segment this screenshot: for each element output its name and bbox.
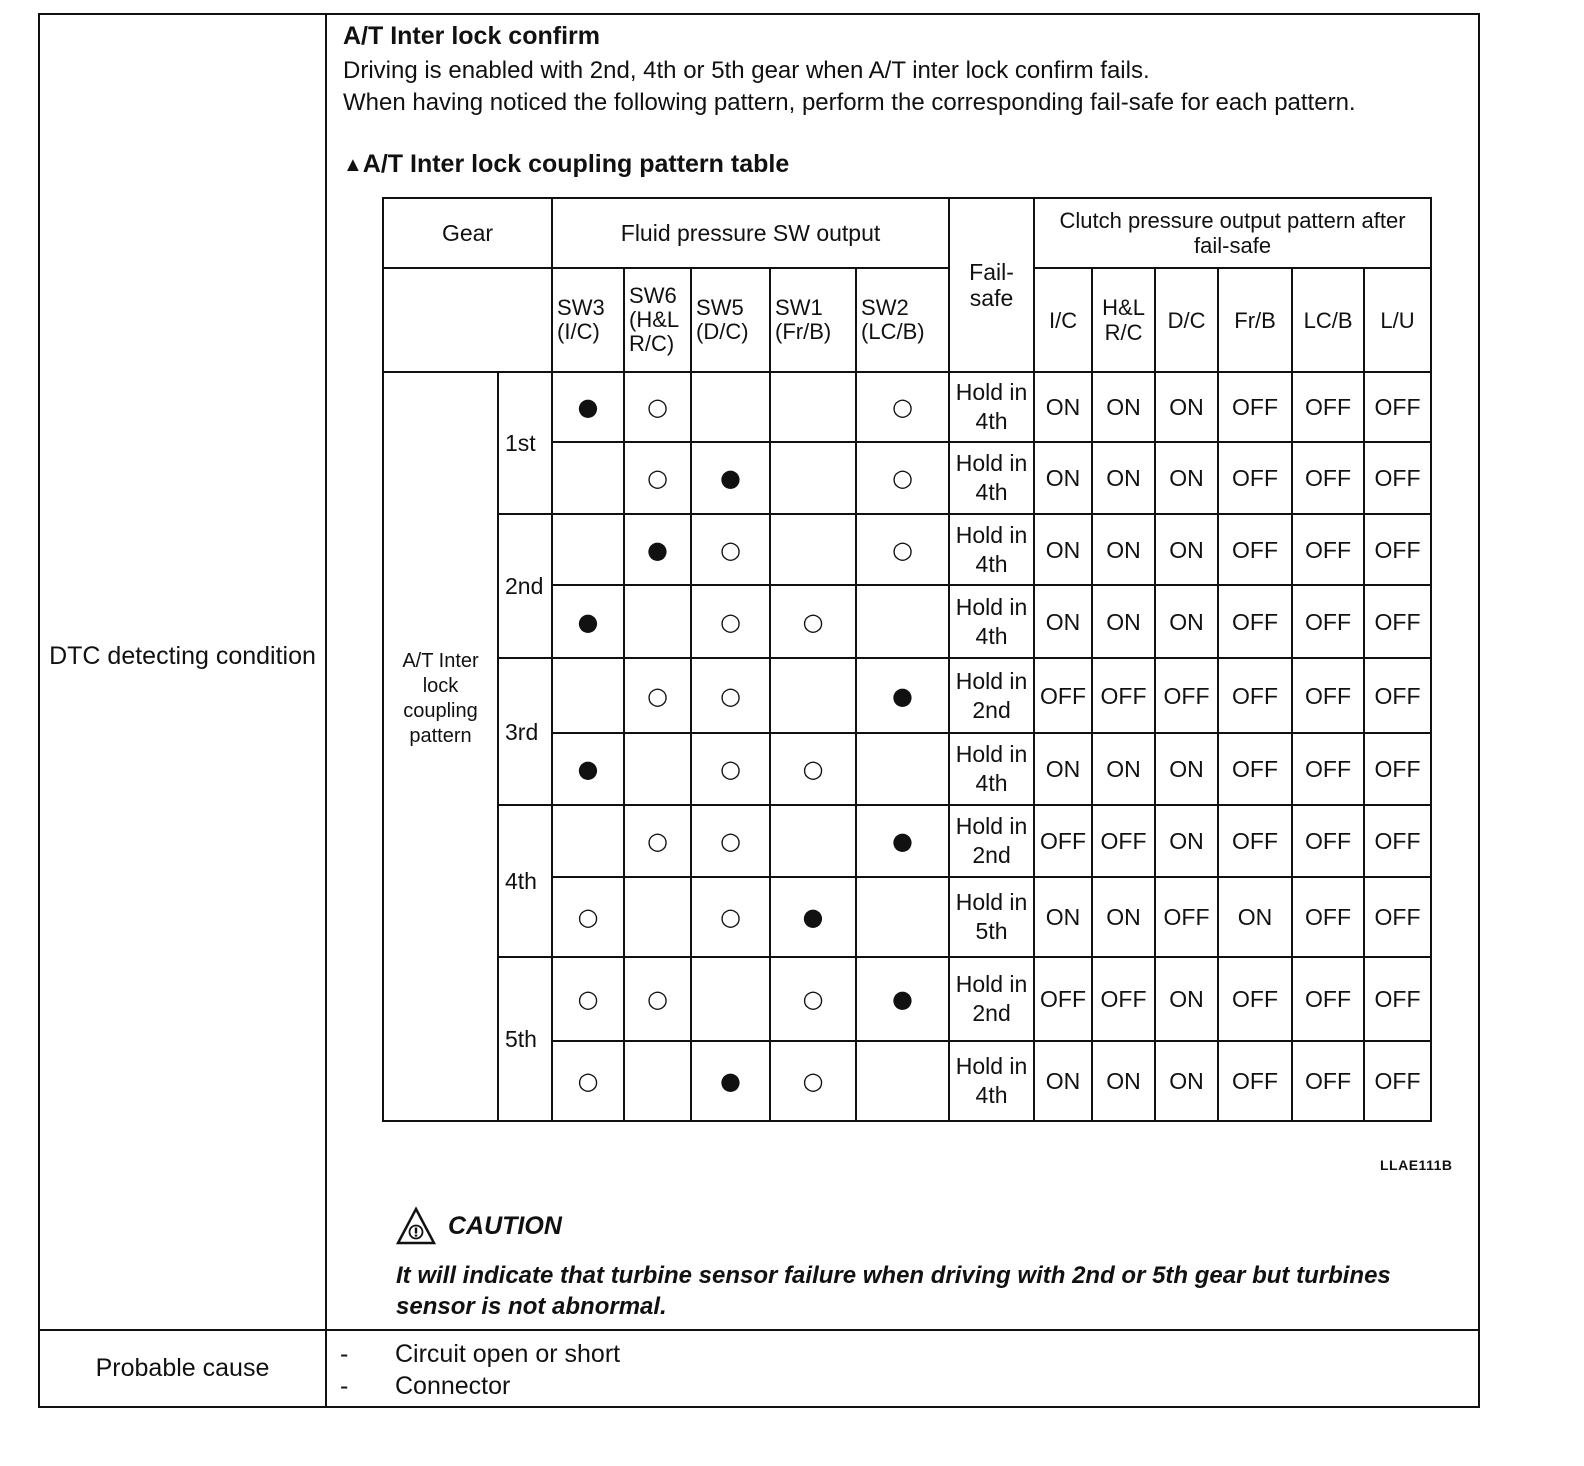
clutch-pressure-header: Clutch pressure output pattern after fail-safe <box>1034 198 1431 268</box>
sw-cell <box>624 733 691 805</box>
table-row <box>383 372 1431 442</box>
clutch-cell: ON <box>1155 372 1218 442</box>
gear-label: 2nd <box>498 514 552 658</box>
dtc-detecting-condition-label: DTC detecting condition <box>49 642 316 670</box>
clutch-cell: OFF <box>1218 733 1292 805</box>
sw-cell <box>691 1041 770 1121</box>
sw-cell <box>770 733 856 805</box>
clutch-cell: ON <box>1034 585 1092 658</box>
clutch-column-header: H&L R/C <box>1092 268 1155 372</box>
clutch-cell: OFF <box>1218 1041 1292 1121</box>
clutch-cell: OFF <box>1364 805 1431 877</box>
open-circle-icon: ○ <box>647 681 668 710</box>
open-circle-icon: ○ <box>720 827 741 855</box>
fluid-pressure-header: Fluid pressure SW output <box>552 198 949 268</box>
clutch-cell: ON <box>1034 1041 1092 1121</box>
failsafe-cell: Hold in 4th <box>949 585 1034 658</box>
table-title-text: A/T Inter lock coupling pattern table <box>362 150 790 178</box>
clutch-cell: ON <box>1155 442 1218 514</box>
clutch-cell: OFF <box>1155 658 1218 733</box>
sw-cell <box>770 658 856 733</box>
open-circle-icon: ○ <box>647 985 668 1013</box>
clutch-cell: OFF <box>1292 442 1364 514</box>
failsafe-cell: Hold in 4th <box>949 442 1034 514</box>
failsafe-cell: Hold in 2nd <box>949 957 1034 1041</box>
clutch-cell: OFF <box>1218 805 1292 877</box>
clutch-cell: OFF <box>1364 442 1431 514</box>
sw-cell <box>770 1041 856 1121</box>
clutch-cell: ON <box>1092 585 1155 658</box>
clutch-cell: OFF <box>1292 585 1364 658</box>
list-item <box>340 1370 620 1402</box>
filled-circle-icon: ● <box>802 903 824 931</box>
clutch-cell: ON <box>1092 877 1155 957</box>
sw-cell <box>624 957 691 1041</box>
failsafe-cell: Hold in 2nd <box>949 805 1034 877</box>
clutch-cell: OFF <box>1092 658 1155 733</box>
clutch-cell: ON <box>1034 514 1092 585</box>
clutch-cell: ON <box>1155 585 1218 658</box>
sw-cell <box>856 442 949 514</box>
table-row <box>383 514 1431 585</box>
open-circle-icon: ○ <box>802 1067 824 1095</box>
sw-cell <box>691 957 770 1041</box>
clutch-cell: OFF <box>1364 733 1431 805</box>
cause-text: Connector <box>395 1372 511 1400</box>
filled-circle-icon: ● <box>577 755 599 783</box>
sw-cell <box>624 442 691 514</box>
column-divider <box>325 13 327 1408</box>
clutch-cell: ON <box>1155 1041 1218 1121</box>
clutch-cell: OFF <box>1364 514 1431 585</box>
clutch-cell: OFF <box>1218 514 1292 585</box>
sw-cell <box>691 442 770 514</box>
clutch-cell: ON <box>1155 957 1218 1041</box>
table-row <box>383 805 1431 877</box>
list-item <box>340 1338 620 1370</box>
description-line-1: Driving is enabled with 2nd, 4th or 5th gear when A/T inter lock confirm fails. <box>343 57 1150 84</box>
sw-cell <box>856 1041 949 1121</box>
caution-text: It will indicate that turbine sensor failure when driving with 2nd or 5th gear but turbines sensor is not abnormal. <box>396 1262 1391 1320</box>
clutch-cell: OFF <box>1292 372 1364 442</box>
filled-circle-icon: ● <box>720 1067 741 1095</box>
warning-triangle-icon <box>396 1206 436 1246</box>
clutch-cell: OFF <box>1218 442 1292 514</box>
filled-circle-icon: ● <box>577 607 599 636</box>
clutch-cell: OFF <box>1364 877 1431 957</box>
sw-cell <box>770 514 856 585</box>
clutch-cell: OFF <box>1292 1041 1364 1121</box>
clutch-cell: OFF <box>1364 585 1431 658</box>
clutch-cell: OFF <box>1218 372 1292 442</box>
sw-cell <box>856 957 949 1041</box>
clutch-column-header: Fr/B <box>1218 268 1292 372</box>
clutch-cell: OFF <box>1034 805 1092 877</box>
clutch-cell: OFF <box>1218 585 1292 658</box>
clutch-cell: ON <box>1092 514 1155 585</box>
sw-cell <box>552 372 624 442</box>
clutch-column-header: LC/B <box>1292 268 1364 372</box>
clutch-column-header: I/C <box>1034 268 1092 372</box>
sw-cell <box>624 372 691 442</box>
sw-cell <box>691 514 770 585</box>
failsafe-cell: Hold in 5th <box>949 877 1034 957</box>
table-row <box>383 957 1431 1041</box>
sw-cell <box>691 658 770 733</box>
sw-cell <box>552 658 624 733</box>
gear-label: 1st <box>498 372 552 514</box>
sw-cell <box>691 733 770 805</box>
filled-circle-icon: ● <box>577 393 599 421</box>
clutch-cell: OFF <box>1092 805 1155 877</box>
filled-circle-icon: ● <box>647 535 668 564</box>
sw-cell <box>856 585 949 658</box>
clutch-cell: OFF <box>1292 733 1364 805</box>
sw-cell <box>856 514 949 585</box>
sw-column-header: SW1 (Fr/B) <box>770 268 856 372</box>
clutch-cell: OFF <box>1292 957 1364 1041</box>
sw-cell <box>770 957 856 1041</box>
clutch-cell: ON <box>1092 442 1155 514</box>
sw-cell <box>624 658 691 733</box>
cause-text: Circuit open or short <box>395 1340 621 1368</box>
description-line-2: When having noticed the following pattern, perform the corresponding fail-safe for each pattern. <box>343 89 1356 116</box>
sw-column-header: SW2 (LC/B) <box>856 268 949 372</box>
gear-subheader-blank <box>383 268 552 372</box>
caution-heading <box>396 1206 562 1246</box>
caution-label: CAUTION <box>448 1211 562 1240</box>
sw-column-header: SW5 (D/C) <box>691 268 770 372</box>
clutch-cell: ON <box>1034 442 1092 514</box>
open-circle-icon: ○ <box>892 464 913 492</box>
row-divider <box>38 1329 1480 1331</box>
open-circle-icon: ○ <box>720 755 741 783</box>
sw-cell <box>856 877 949 957</box>
sw-cell <box>624 1041 691 1121</box>
filled-circle-icon: ● <box>892 827 913 855</box>
clutch-cell: OFF <box>1218 957 1292 1041</box>
open-circle-icon: ○ <box>577 903 599 931</box>
probable-cause-label: Probable cause <box>95 1354 270 1382</box>
open-circle-icon: ○ <box>720 903 741 931</box>
figure-code: LLAE111B <box>1380 1157 1453 1173</box>
triangle-marker: ▲ <box>343 154 363 176</box>
bullet-dash: - <box>340 1372 349 1400</box>
clutch-cell: ON <box>1092 1041 1155 1121</box>
failsafe-cell: Hold in 4th <box>949 733 1034 805</box>
open-circle-icon: ○ <box>647 464 668 492</box>
open-circle-icon: ○ <box>802 985 824 1013</box>
clutch-cell: OFF <box>1364 372 1431 442</box>
filled-circle-icon: ● <box>720 464 741 492</box>
sw-cell <box>691 585 770 658</box>
open-circle-icon: ○ <box>802 607 824 636</box>
clutch-cell: ON <box>1218 877 1292 957</box>
sw-column-header: SW6 (H&L R/C) <box>624 268 691 372</box>
sw-cell <box>624 585 691 658</box>
clutch-cell: OFF <box>1034 957 1092 1041</box>
sw-cell <box>552 805 624 877</box>
sw-cell <box>856 805 949 877</box>
clutch-cell: ON <box>1155 514 1218 585</box>
open-circle-icon: ○ <box>892 393 913 421</box>
filled-circle-icon: ● <box>892 681 913 710</box>
sw-cell <box>552 585 624 658</box>
sw-cell <box>770 805 856 877</box>
clutch-cell: OFF <box>1364 957 1431 1041</box>
gear-label: 4th <box>498 805 552 957</box>
clutch-cell: OFF <box>1218 658 1292 733</box>
filled-circle-icon: ● <box>892 985 913 1013</box>
open-circle-icon: ○ <box>647 393 668 421</box>
clutch-column-header: L/U <box>1364 268 1431 372</box>
sw-cell <box>552 733 624 805</box>
sw-cell <box>770 877 856 957</box>
clutch-cell: ON <box>1092 372 1155 442</box>
section-title: A/T Inter lock confirm <box>343 22 600 50</box>
sw-cell <box>624 877 691 957</box>
sw-cell <box>770 585 856 658</box>
clutch-cell: ON <box>1092 733 1155 805</box>
open-circle-icon: ○ <box>720 535 741 564</box>
clutch-cell: OFF <box>1092 957 1155 1041</box>
coupling-pattern-table <box>382 197 1432 1122</box>
clutch-cell: OFF <box>1364 658 1431 733</box>
sw-cell <box>552 877 624 957</box>
open-circle-icon: ○ <box>802 755 824 783</box>
clutch-cell: OFF <box>1292 658 1364 733</box>
failsafe-cell: Hold in 4th <box>949 514 1034 585</box>
clutch-cell: OFF <box>1292 805 1364 877</box>
gear-label: 5th <box>498 957 552 1121</box>
clutch-cell: OFF <box>1155 877 1218 957</box>
sw-cell <box>552 514 624 585</box>
sw-cell <box>624 514 691 585</box>
clutch-cell: OFF <box>1292 514 1364 585</box>
sw-cell <box>691 877 770 957</box>
open-circle-icon: ○ <box>577 1067 599 1095</box>
sw-cell <box>624 805 691 877</box>
sw-cell <box>691 805 770 877</box>
open-circle-icon: ○ <box>892 535 913 564</box>
open-circle-icon: ○ <box>720 607 741 636</box>
failsafe-cell: Hold in 4th <box>949 1041 1034 1121</box>
failsafe-cell: Hold in 4th <box>949 372 1034 442</box>
sw-cell <box>856 658 949 733</box>
clutch-cell: OFF <box>1364 1041 1431 1121</box>
clutch-cell: ON <box>1155 733 1218 805</box>
sw-cell <box>856 372 949 442</box>
table-row <box>383 658 1431 733</box>
clutch-cell: OFF <box>1292 877 1364 957</box>
open-circle-icon: ○ <box>577 985 599 1013</box>
gear-header: Gear <box>383 198 552 268</box>
probable-causes-list <box>340 1338 620 1402</box>
sw-cell <box>770 372 856 442</box>
bullet-dash: - <box>340 1340 349 1368</box>
sw-cell <box>856 733 949 805</box>
sw-cell <box>552 442 624 514</box>
pattern-label: A/T Inter lock coupling pattern <box>383 372 498 1121</box>
clutch-cell: ON <box>1034 733 1092 805</box>
sw-cell <box>552 957 624 1041</box>
clutch-cell: ON <box>1034 877 1092 957</box>
failsafe-header: Fail-safe <box>949 198 1034 372</box>
clutch-cell: ON <box>1034 372 1092 442</box>
table-title <box>343 150 789 179</box>
open-circle-icon: ○ <box>720 681 741 710</box>
clutch-column-header: D/C <box>1155 268 1218 372</box>
clutch-cell: OFF <box>1034 658 1092 733</box>
failsafe-cell: Hold in 2nd <box>949 658 1034 733</box>
open-circle-icon: ○ <box>647 827 668 855</box>
gear-label: 3rd <box>498 658 552 805</box>
clutch-cell: ON <box>1155 805 1218 877</box>
sw-column-header: SW3 (I/C) <box>552 268 624 372</box>
sw-cell <box>552 1041 624 1121</box>
sw-cell <box>691 372 770 442</box>
sw-cell <box>770 442 856 514</box>
